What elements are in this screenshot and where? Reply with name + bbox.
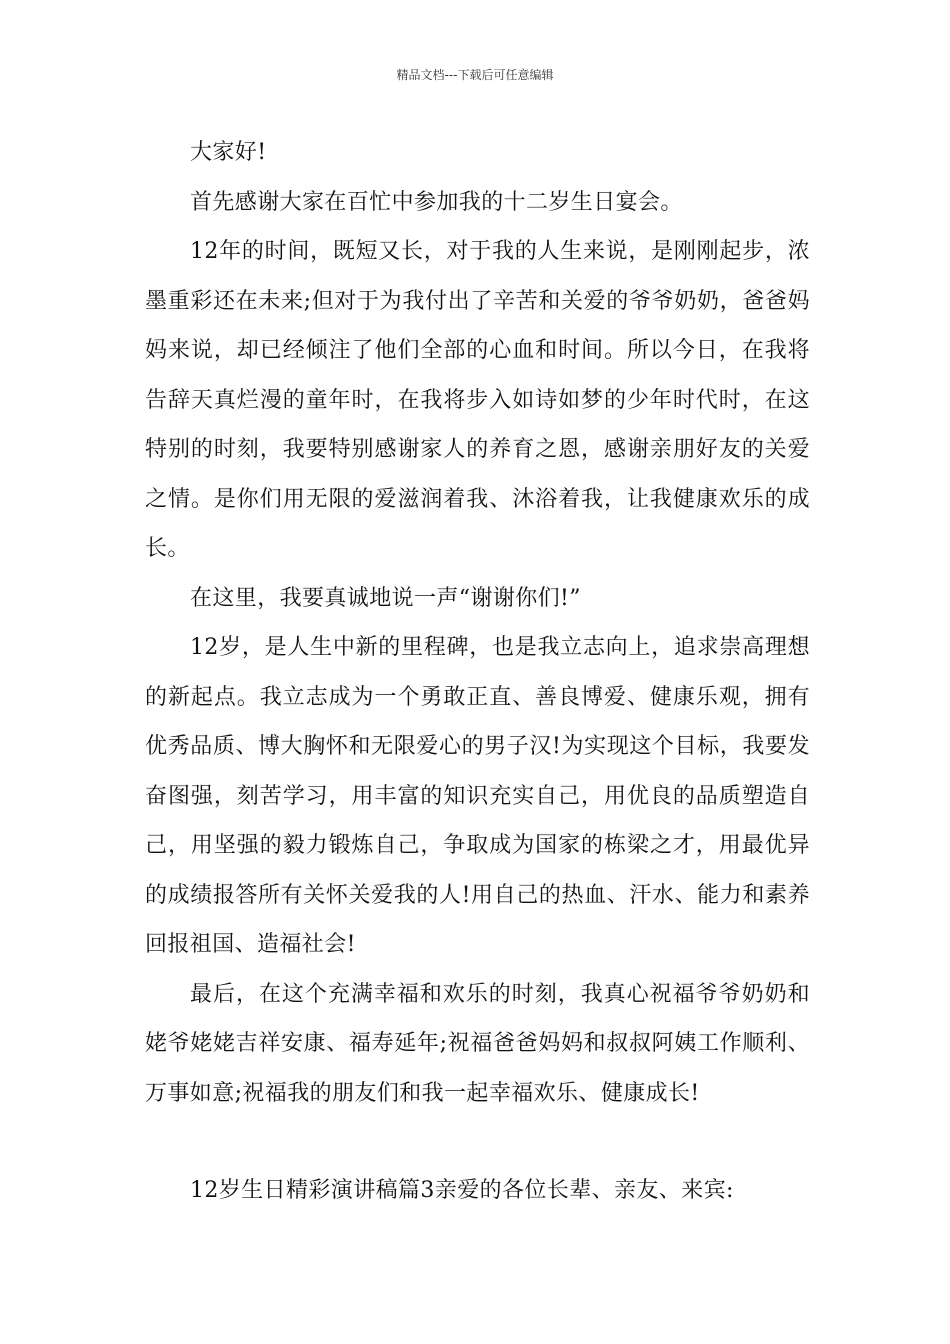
twelve-years-paragraph: 12年的时间，既短又长，对于我的人生来说，是刚刚起步，浓墨重彩还在未来;但对于为我付出了辛苦和关爱的爷爷奶奶，爸爸妈妈来说，却已经倾注了他们全部的心血和时间。所以今日，在我将告辞天真烂漫的童年时，在我将步入如诗如梦的少年时代时，在这特别的时刻，我要特别感谢家人的养育之恩，感谢亲朋好友的关爱之情。是你们用无限的爱滋润着我、沐浴着我，让我健康欢乐的成长。 <box>145 239 810 561</box>
section-gap <box>145 1118 810 1166</box>
aspiration-paragraph: 12岁，是人生中新的里程碑，也是我立志向上，追求崇高理想的新起点。我立志成为一个勇敢正直、善良博爱、健康乐观，拥有优秀品质、博大胸怀和无限爱心的男子汉!为实现这个目标，我要发奋图强，刻苦学习，用丰富的知识充实自己，用优良的品质塑造自己，用坚强的毅力锻炼自己，争取成为国家的栋梁之才，用最优异的成绩报答所有关怀关爱我的人!用自己的热血、汗水、能力和素养回报祖国、造福社会! <box>145 635 810 957</box>
next-section-heading: 12岁生日精彩演讲稿篇3亲爱的各位长辈、亲友、来宾: <box>190 1178 734 1203</box>
thanks-paragraph: 首先感谢大家在百忙中参加我的十二岁生日宴会。 <box>190 189 683 215</box>
page-header: 精品文档---下载后可任意编辑 <box>396 68 554 82</box>
closing-wishes-paragraph: 最后，在这个充满幸福和欢乐的时刻，我真心祝福爷爷奶奶和姥爷姥姥吉祥安康、福寿延年;祝福爸爸妈妈和叔叔阿姨工作顺利、万事如意;祝福我的朋友们和我一起幸福欢乐、健康成长! <box>145 981 810 1106</box>
greeting-paragraph: 大家好! <box>190 140 267 165</box>
thank-you-paragraph: 在这里，我要真诚地说一声“谢谢你们!” <box>190 585 581 611</box>
document-body <box>145 128 810 1216</box>
